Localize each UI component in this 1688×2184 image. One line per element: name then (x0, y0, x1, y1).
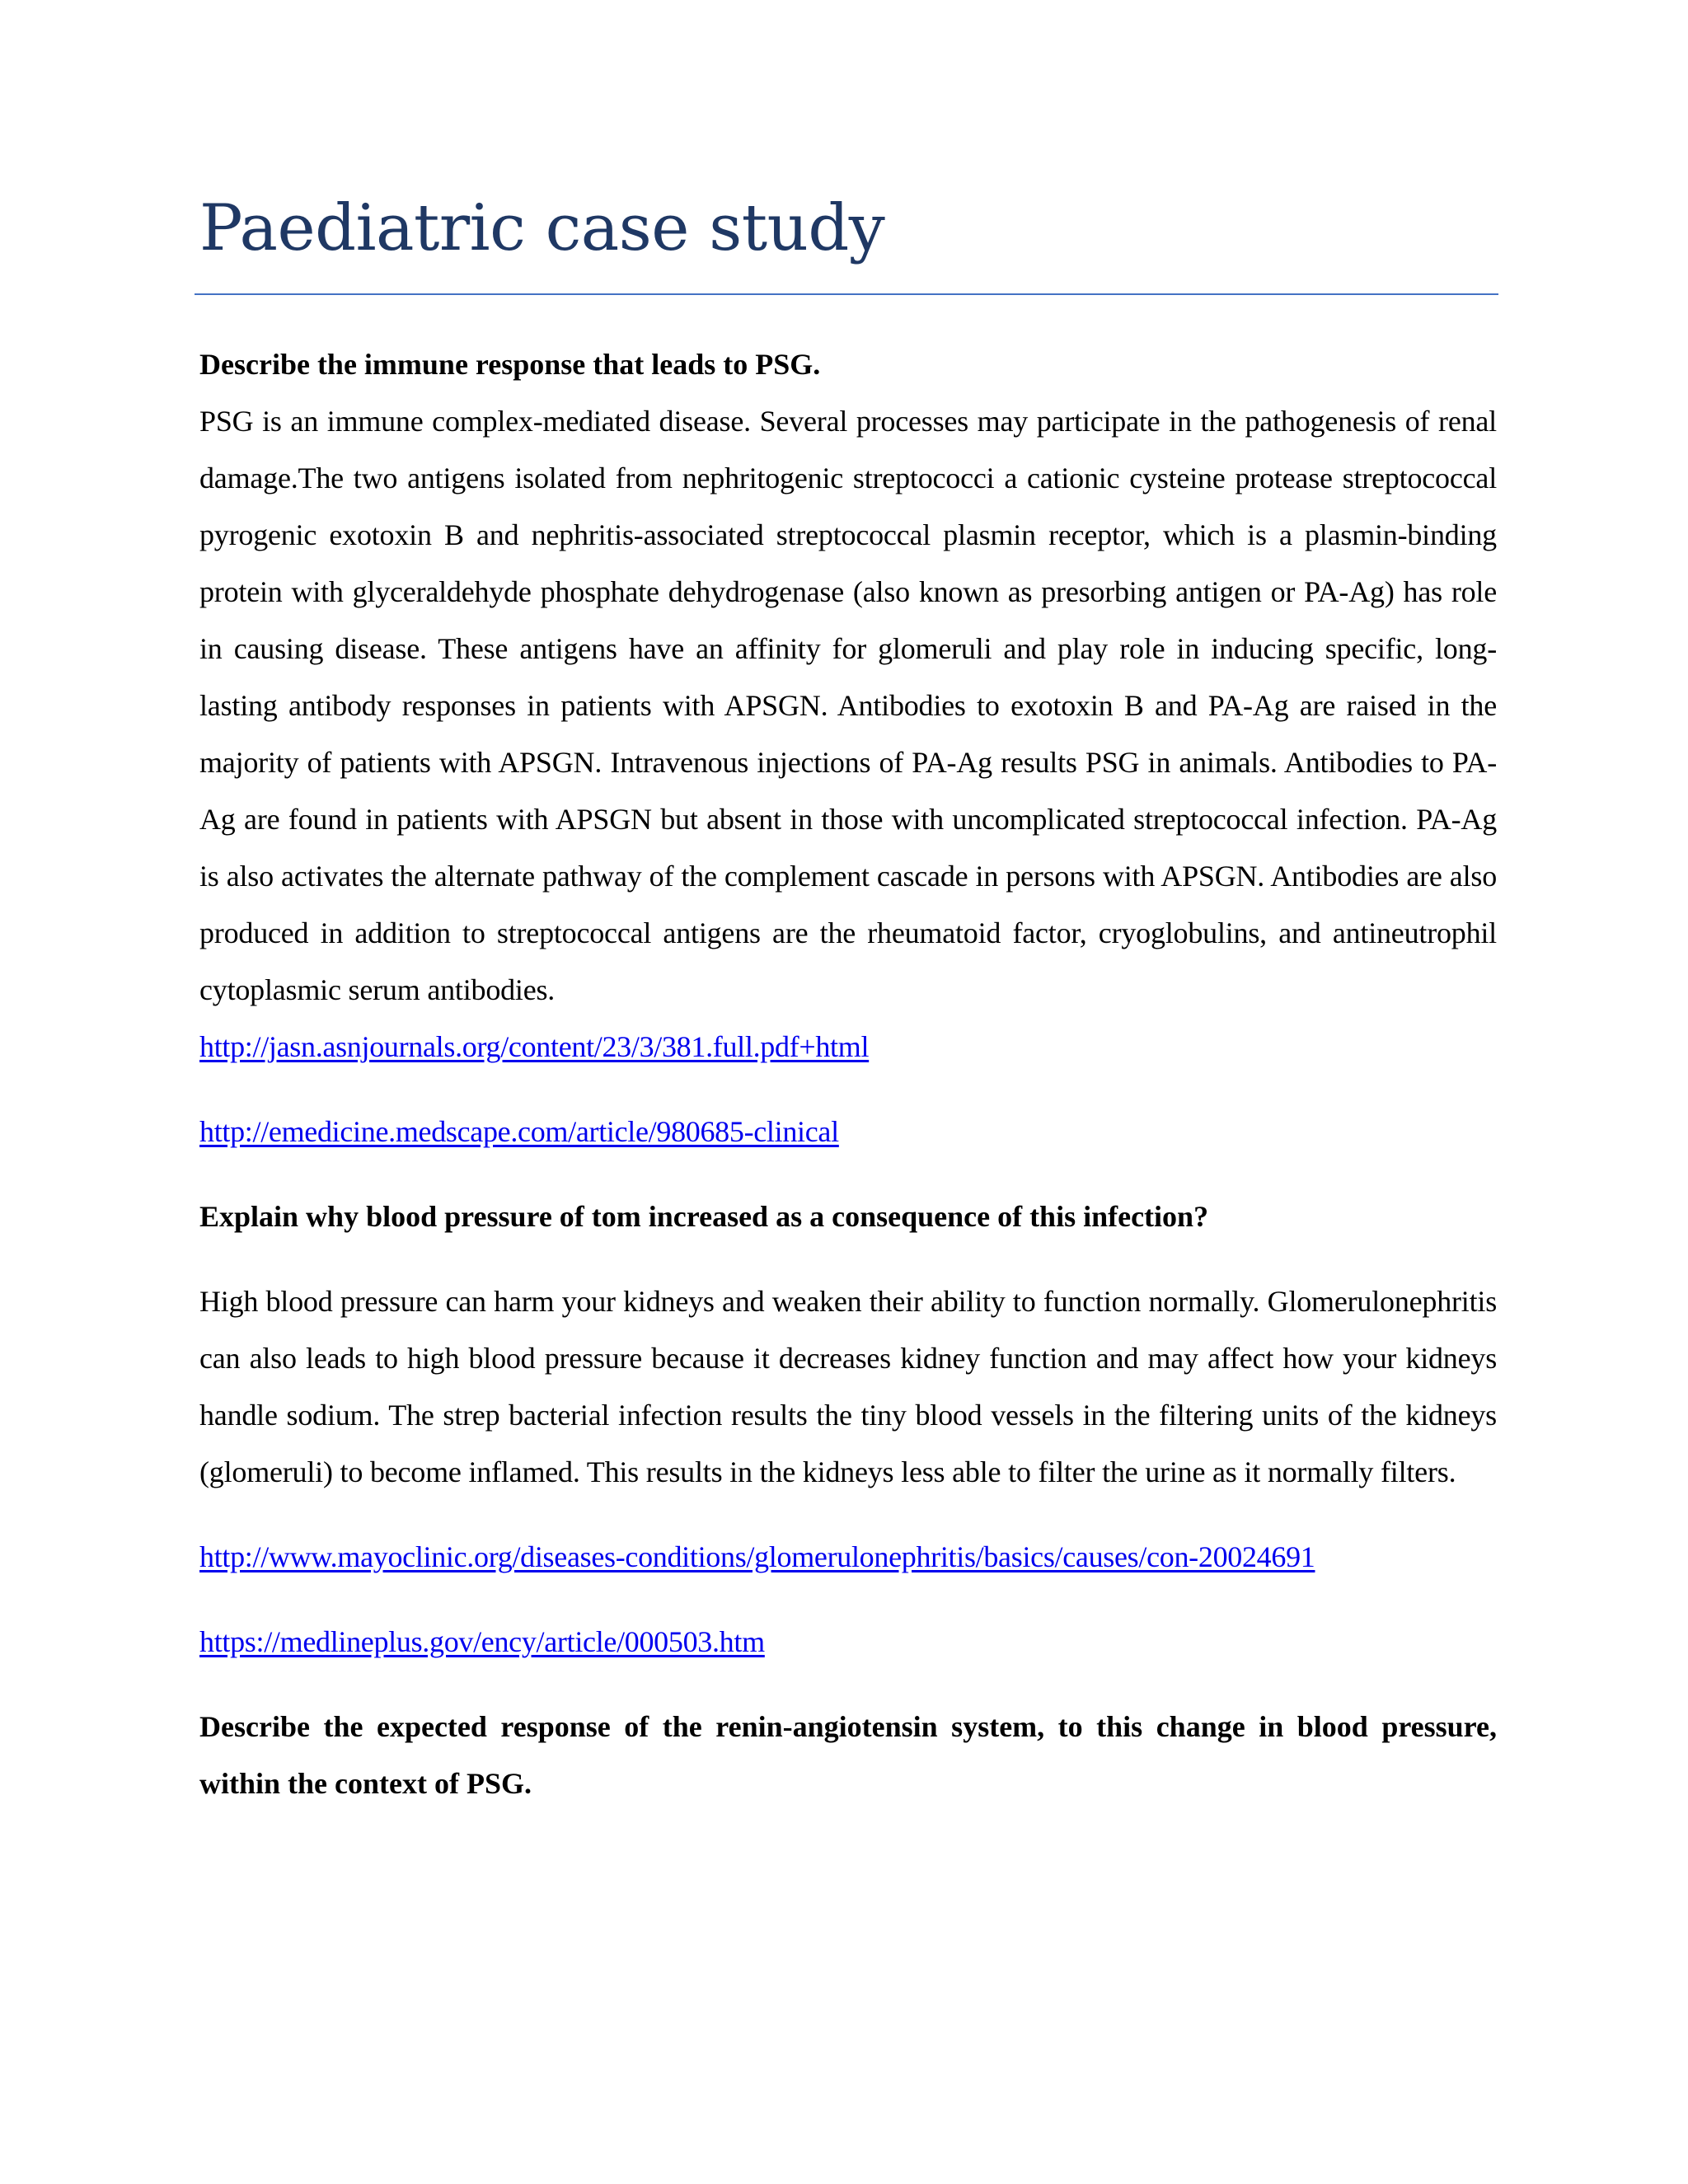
reference-link-medscape[interactable]: http://emedicine.medscape.com/article/980685-clinical (199, 1115, 839, 1148)
reference-link-line (199, 1104, 1497, 1160)
reference-link-mayoclinic[interactable]: http://www.mayoclinic.org/diseases-conditions/glomerulonephritis/basics/causes/con-20024691 (199, 1540, 1315, 1573)
answer-paragraph-immune-response: PSG is an immune complex-mediated disease. Several processes may participate in the pathogenesis of renal damage.The two antigens isolated from nephritogenic streptococci a cationic cysteine protease streptococcal pyrogenic exotoxin B and nephritis-associated streptococcal plasmin receptor, which is a plasmin-binding protein with glyceraldehyde phosphate dehydrogenase (also known as presorbing antigen or PA-Ag) has role in causing disease. These antigens have an affinity for glomeruli and play role in inducing specific, long-lasting antibody responses in patients with APSGN. Antibodies to exotoxin B and PA-Ag are raised in the majority of patients with APSGN. Intravenous injections of PA-Ag results PSG in animals. Antibodies to PA-Ag are found in patients with APSGN but absent in those with uncomplicated streptococcal infection. PA-Ag is also activates the alternate pathway of the complement cascade in persons with APSGN. Antibodies are also produced in addition to streptococcal antigens are the rheumatoid factor, cryoglobulins, and antineutrophil cytoplasmic serum antibodies. (199, 405, 1497, 1006)
reference-link-line (199, 1614, 1497, 1671)
reference-link-line (199, 1019, 1497, 1076)
title-underline-rule (195, 293, 1498, 295)
spacer (199, 1245, 1497, 1273)
spacer (199, 1586, 1497, 1614)
reference-link-jasn[interactable]: http://jasn.asnjournals.org/content/23/3/381.full.pdf+html (199, 1030, 870, 1063)
document-title: Paediatric case study (199, 191, 885, 265)
question-heading-renin-angiotensin: Describe the expected response of the renin-angiotensin system, to this change in blood pressure, within the context of PSG. (199, 1710, 1497, 1800)
answer-paragraph-blood-pressure: High blood pressure can harm your kidneys and weaken their ability to function normally. Glomerulonephritis can also leads to high blood pressure because it decreases kidney function and may affect how your kidneys handle sodium. The strep bacterial infection results the tiny blood vessels in the filtering units of the kidneys (glomeruli) to become inflamed. This results in the kidneys less able to filter the urine as it normally filters. (199, 1285, 1497, 1488)
question-heading-blood-pressure: Explain why blood pressure of tom increased as a consequence of this infection? (199, 1200, 1209, 1233)
spacer (199, 1160, 1497, 1188)
reference-link-line (199, 1529, 1497, 1586)
document-body (199, 336, 1497, 1812)
question-heading-immune-response: Describe the immune response that leads to PSG. (199, 348, 821, 381)
spacer (199, 1501, 1497, 1529)
reference-link-medlineplus[interactable]: https://medlineplus.gov/ency/article/000503.htm (199, 1625, 765, 1658)
spacer (199, 1076, 1497, 1104)
spacer (199, 1671, 1497, 1699)
